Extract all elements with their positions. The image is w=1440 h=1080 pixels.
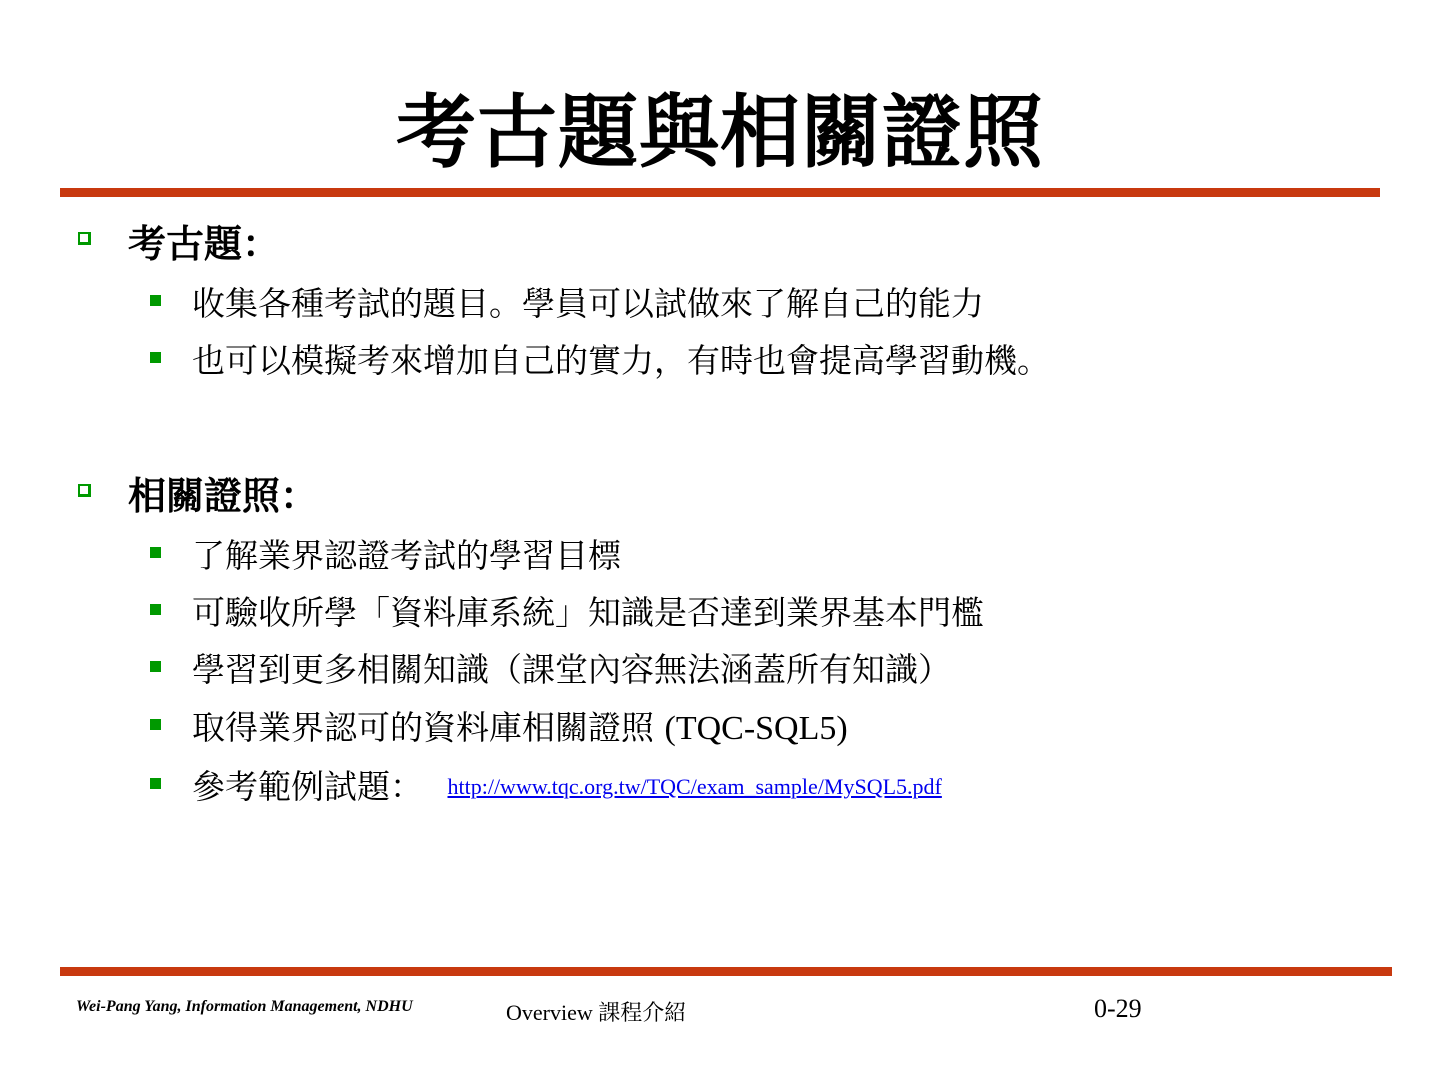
filled-square-bullet-icon — [150, 604, 161, 615]
list-item-text: 取得業界認可的資料庫相關證照 — [192, 708, 654, 747]
footer-author: Wei-Pang Yang, Information Management, NDHU — [76, 998, 413, 1015]
list-item: 學習到更多相關知識（課堂內容無法涵蓋所有知識） — [192, 650, 951, 689]
page-number: 0-29 — [1094, 994, 1142, 1023]
section-heading-certifications: 相關證照： — [128, 474, 319, 518]
section-heading-past-exams: 考古題： — [128, 222, 281, 266]
filled-square-bullet-icon — [150, 352, 161, 363]
list-item: 也可以模擬考來增加自己的實力，有時也會提高學習動機。 — [192, 341, 1050, 380]
hollow-square-bullet-icon — [78, 232, 91, 245]
sample-exam-link[interactable]: http://www.tqc.org.tw/TQC/exam_sample/MySQL5.pdf — [447, 774, 942, 799]
list-item — [192, 765, 942, 809]
filled-square-bullet-icon — [150, 719, 161, 730]
list-item: 收集各種考試的題目。學員可以試做來了解自己的能力 — [192, 284, 984, 323]
filled-square-bullet-icon — [150, 547, 161, 558]
footer-divider — [60, 967, 1392, 976]
filled-square-bullet-icon — [150, 661, 161, 672]
hollow-square-bullet-icon — [78, 484, 91, 497]
list-item: 可驗收所學「資料庫系統」知識是否達到業界基本門檻 — [192, 593, 984, 632]
slide-title: 考古題與相關證照 — [396, 86, 1044, 179]
list-item — [192, 706, 848, 751]
title-divider — [60, 188, 1380, 197]
footer-course-title: Overview 課程介紹 — [506, 1000, 687, 1025]
cert-code: (TQC-SQL5) — [664, 710, 848, 747]
list-item: 了解業界認證考試的學習目標 — [192, 536, 621, 575]
filled-square-bullet-icon — [150, 295, 161, 306]
list-item-text: 參考範例試題： — [192, 767, 423, 806]
filled-square-bullet-icon — [150, 778, 161, 789]
